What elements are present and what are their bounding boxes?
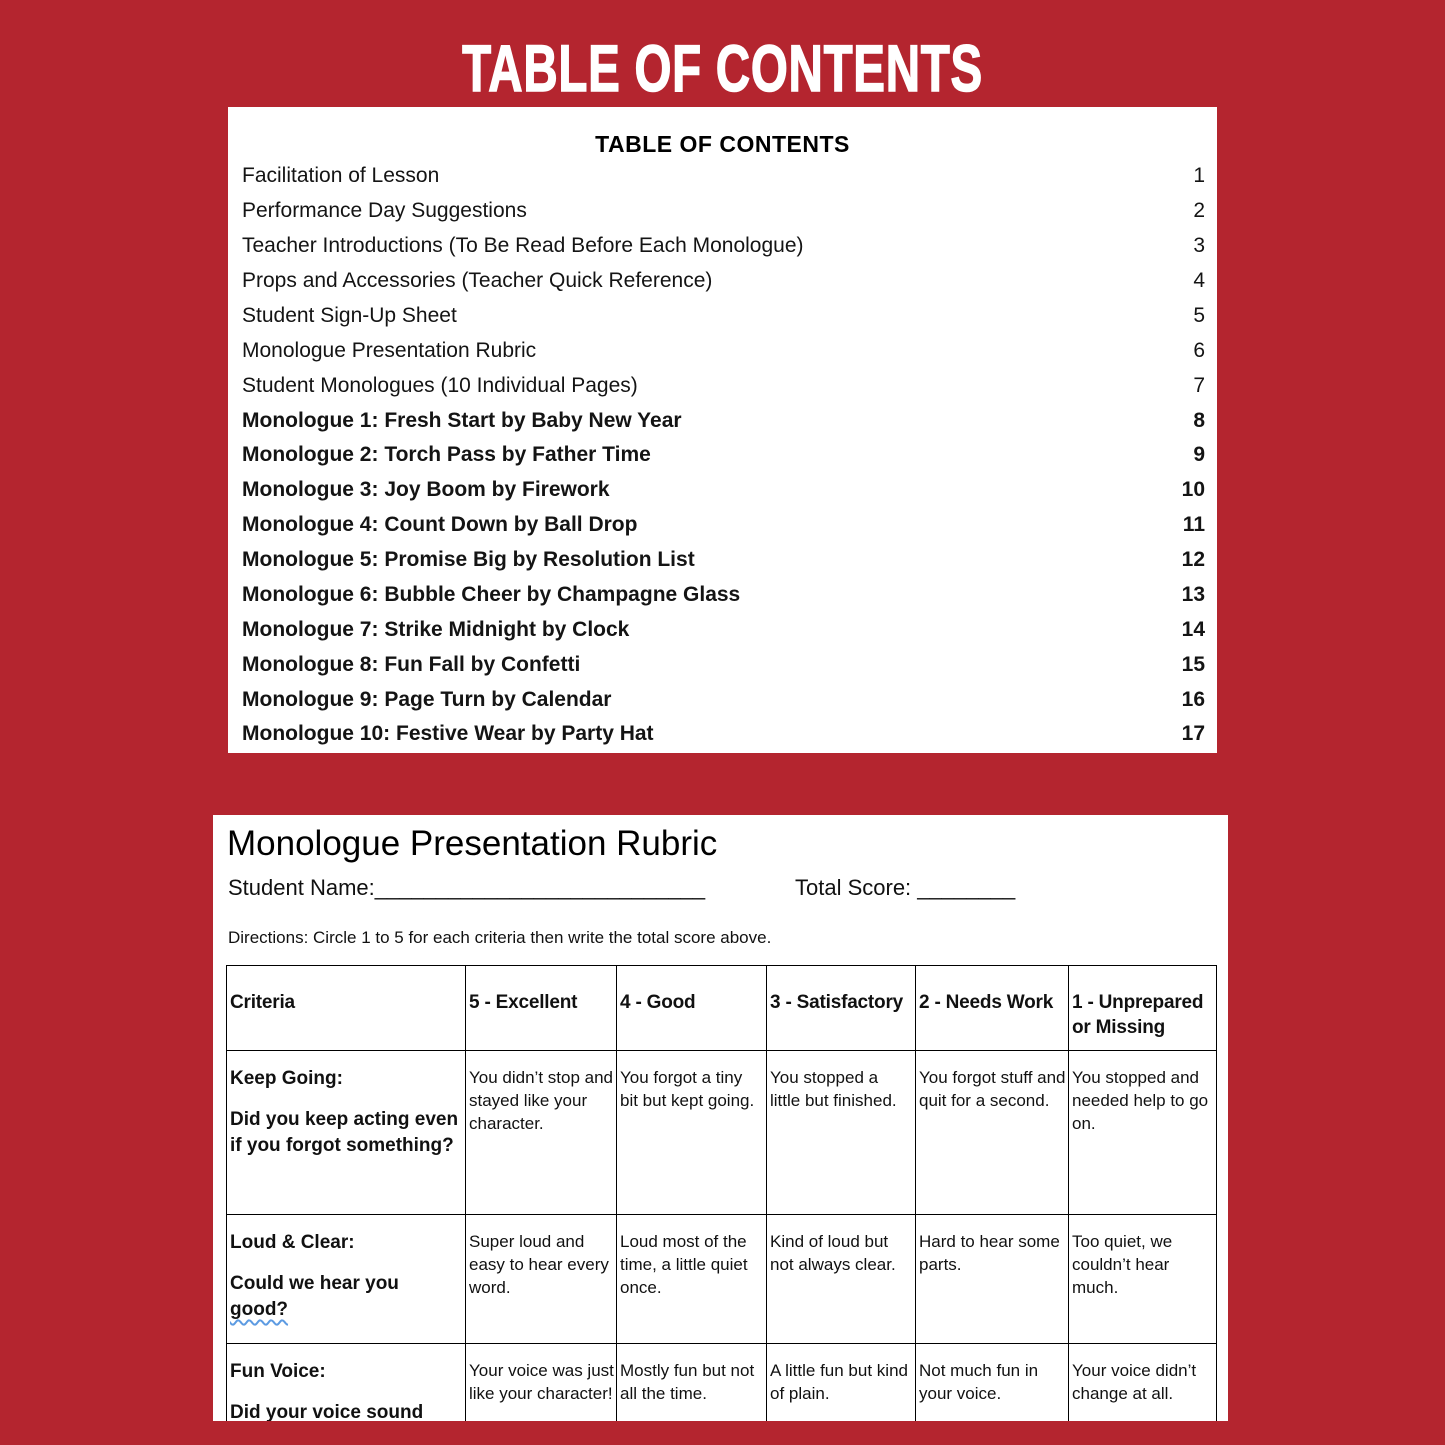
toc-entry-page: 7 <box>1193 373 1205 397</box>
toc-entry-label: Monologue 9: Page Turn by Calendar <box>242 687 612 711</box>
rubric-header-criteria: Criteria <box>227 966 466 1051</box>
toc-entry <box>228 578 1217 613</box>
toc-entry-page: 3 <box>1193 234 1205 258</box>
criteria-title: Loud & Clear: <box>230 1232 355 1253</box>
toc-entry-label: Monologue 10: Festive Wear by Party Hat <box>242 722 654 746</box>
toc-entry-page: 4 <box>1193 269 1205 293</box>
criteria-question <box>230 1271 461 1323</box>
toc-entry-label: Props and Accessories (Teacher Quick Reference) <box>242 269 713 293</box>
toc-entry-page: 9 <box>1193 443 1205 467</box>
toc-entry-page: 17 <box>1181 722 1205 746</box>
toc-entry-label: Facilitation of Lesson <box>242 164 440 188</box>
toc-entry <box>228 438 1217 473</box>
toc-entry <box>228 717 1217 752</box>
toc-entry-label: Monologue Presentation Rubric <box>242 338 537 362</box>
toc-entry-label: Monologue 1: Fresh Start by Baby New Year <box>242 408 682 432</box>
toc-entry-page: 2 <box>1193 199 1205 223</box>
score-cell: Loud most of the time, a little quiet once. <box>617 1215 767 1344</box>
rubric-title: Monologue Presentation Rubric <box>227 824 718 863</box>
rubric-header-excellent: 5 - Excellent <box>466 966 617 1051</box>
criteria-title: Keep Going: <box>230 1068 343 1089</box>
rubric-header-good: 4 - Good <box>617 966 767 1051</box>
toc-list <box>228 159 1217 752</box>
toc-entry <box>228 333 1217 368</box>
toc-entry-page: 12 <box>1181 548 1205 572</box>
score-cell: Super loud and easy to hear every word. <box>466 1215 617 1344</box>
total-score-blank: ________ <box>917 875 1016 900</box>
toc-heading: TABLE OF CONTENTS <box>595 131 850 157</box>
total-score-label: Total Score: <box>795 875 912 900</box>
page-banner-title: TABLE OF CONTENTS <box>462 31 983 105</box>
score-cell: Your voice didn’t change at all. <box>1069 1344 1217 1422</box>
toc-entry <box>228 299 1217 334</box>
toc-entry-label: Teacher Introductions (To Be Read Before Each Monologue) <box>242 234 804 258</box>
score-cell: A little fun but kind of plain. <box>767 1344 916 1422</box>
toc-entry <box>228 264 1217 299</box>
score-cell: You didn’t stop and stayed like your character. <box>466 1051 617 1215</box>
total-score-line <box>795 875 1015 901</box>
criteria-title: Fun Voice: <box>230 1361 326 1382</box>
criteria-question-squiggle: good? <box>230 1299 289 1320</box>
toc-entry <box>228 229 1217 264</box>
criteria-cell <box>227 1344 466 1422</box>
toc-entry-page: 16 <box>1181 687 1205 711</box>
criteria-cell <box>227 1215 466 1344</box>
criteria-question: Did your voice sound <box>230 1402 424 1421</box>
toc-entry-label: Student Monologues (10 Individual Pages) <box>242 373 638 397</box>
score-cell: You stopped a little but finished. <box>767 1051 916 1215</box>
rubric-header-needs-work: 2 - Needs Work <box>916 966 1069 1051</box>
criteria-cell <box>227 1051 466 1215</box>
score-cell: You forgot a tiny bit but kept going. <box>617 1051 767 1215</box>
toc-entry <box>228 508 1217 543</box>
score-cell: You stopped and needed help to go on. <box>1069 1051 1217 1215</box>
score-cell: Not much fun in your voice. <box>916 1344 1069 1422</box>
rubric-header-row <box>227 966 1217 1051</box>
criteria-question-text: Could we hear you <box>230 1273 399 1294</box>
toc-entry <box>228 403 1217 438</box>
toc-entry <box>228 368 1217 403</box>
toc-entry-page: 5 <box>1193 303 1205 327</box>
score-cell: Your voice was just like your character! <box>466 1344 617 1422</box>
toc-entry <box>228 647 1217 682</box>
toc-entry-label: Performance Day Suggestions <box>242 199 527 223</box>
toc-entry-page: 13 <box>1181 582 1205 606</box>
toc-entry-page: 6 <box>1193 338 1205 362</box>
toc-entry <box>228 543 1217 578</box>
toc-entry-page: 14 <box>1181 617 1205 641</box>
student-name-label: Student Name: <box>228 875 375 900</box>
toc-entry-label: Monologue 8: Fun Fall by Confetti <box>242 652 581 676</box>
toc-entry <box>228 473 1217 508</box>
score-cell: Kind of loud but not always clear. <box>767 1215 916 1344</box>
toc-entry-page: 15 <box>1181 652 1205 676</box>
toc-entry-label: Student Sign-Up Sheet <box>242 303 457 327</box>
score-cell: Hard to hear some parts. <box>916 1215 1069 1344</box>
rubric-header-unprepared: 1 - Unprepared or Missing <box>1069 966 1217 1051</box>
rubric-row-keep-going <box>227 1051 1217 1215</box>
rubric-row-loud-clear <box>227 1215 1217 1344</box>
toc-entry-label: Monologue 4: Count Down by Ball Drop <box>242 513 638 537</box>
toc-entry-label: Monologue 7: Strike Midnight by Clock <box>242 617 630 641</box>
toc-entry-label: Monologue 2: Torch Pass by Father Time <box>242 443 651 467</box>
rubric-row-fun-voice <box>227 1344 1217 1422</box>
score-cell: Mostly fun but not all the time. <box>617 1344 767 1422</box>
toc-entry <box>228 612 1217 647</box>
toc-entry <box>228 159 1217 194</box>
toc-entry <box>228 194 1217 229</box>
toc-entry-page: 10 <box>1181 478 1205 502</box>
table-of-contents-panel <box>228 107 1217 753</box>
rubric-header-satisfactory: 3 - Satisfactory <box>767 966 916 1051</box>
toc-entry-label: Monologue 3: Joy Boom by Firework <box>242 478 610 502</box>
score-cell: Too quiet, we couldn’t hear much. <box>1069 1215 1217 1344</box>
toc-entry-label: Monologue 6: Bubble Cheer by Champagne Glass <box>242 582 741 606</box>
rubric-table <box>226 965 1217 1421</box>
toc-entry-page: 8 <box>1193 408 1205 432</box>
rubric-panel <box>213 815 1228 1421</box>
rubric-directions: Directions: Circle 1 to 5 for each criteria then write the total score above. <box>228 928 772 947</box>
student-name-line <box>228 875 705 901</box>
toc-entry-page: 11 <box>1182 513 1205 537</box>
toc-entry-label: Monologue 5: Promise Big by Resolution List <box>242 548 695 572</box>
criteria-question: Did you keep acting even if you forgot something? <box>230 1109 459 1156</box>
student-name-blank: ___________________________ <box>374 875 706 900</box>
score-cell: You forgot stuff and quit for a second. <box>916 1051 1069 1215</box>
toc-entry <box>228 682 1217 717</box>
toc-entry-page: 1 <box>1193 164 1205 188</box>
